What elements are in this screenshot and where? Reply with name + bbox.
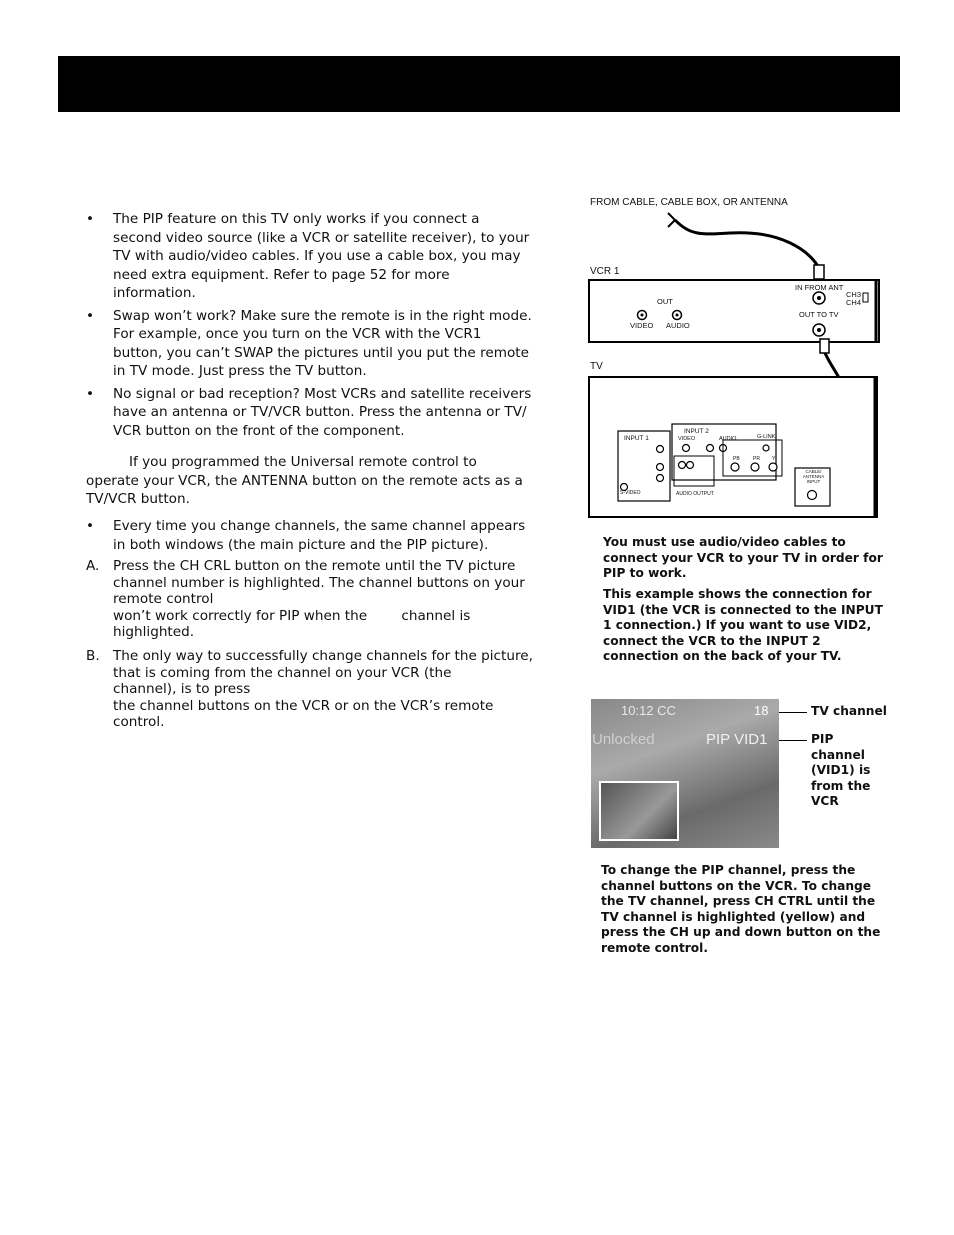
channel-list bbox=[86, 517, 532, 558]
pip-channel-callout: PIP channel (VID1) is from the VCR bbox=[811, 732, 871, 809]
cable-connector bbox=[814, 265, 824, 279]
antenna-note bbox=[86, 453, 532, 509]
tv-screen-image bbox=[591, 699, 779, 848]
tv-video-label: VIDEO bbox=[678, 436, 696, 442]
step-text: the channel buttons on the VCR or on the VCR’s remote control. bbox=[113, 697, 494, 730]
glink-jack bbox=[763, 445, 769, 451]
jack-pin bbox=[817, 296, 821, 300]
connection-diagram bbox=[580, 205, 890, 525]
tv-input1-label: INPUT 1 bbox=[624, 435, 649, 442]
bullet: • bbox=[86, 211, 95, 227]
list-item bbox=[86, 517, 532, 554]
vcr-in-from-ant-label: IN FROM ANT bbox=[795, 283, 844, 292]
header-bar bbox=[58, 56, 900, 112]
step-label: B. bbox=[86, 648, 100, 664]
cable-connector bbox=[820, 339, 829, 353]
osd-unlocked: Unlocked bbox=[592, 731, 655, 748]
tv-pb-label: PB bbox=[733, 456, 740, 462]
input-cable bbox=[675, 220, 820, 270]
bullet: • bbox=[86, 385, 95, 402]
bullet: • bbox=[86, 307, 95, 324]
jack bbox=[687, 462, 694, 469]
jack bbox=[683, 445, 690, 452]
tv-pr-label: PR bbox=[753, 456, 760, 462]
bullet: • bbox=[86, 518, 95, 534]
tip-text: The PIP feature on this TV only works if you connect a second video source (like a VCR or satellite receiver), to your TV with audio/video cables. If you use a cable box, you may need extra equipment. Refer to page 52 for more information. bbox=[113, 211, 530, 301]
step-text: won’t work correctly for PIP when the bbox=[113, 607, 368, 624]
osd-channel-number: 18 bbox=[754, 703, 769, 718]
tip-text: Swap won’t work? Make sure the remote is in the right mode. For example, once you turn on the VCR with the VCR1 button, you can’t SWAP the pictures until you put the remote in TV mode. Just press the TV button. bbox=[113, 307, 532, 379]
caption-requirement: You must use audio/video cables to connect your VCR to your TV in order for PIP to work. bbox=[603, 535, 883, 581]
list-item bbox=[86, 210, 532, 303]
tv-y-label: Y bbox=[772, 456, 776, 462]
caption-change-channel: To change the PIP channel, press the channel buttons on the VCR. To change the TV channel, press CH CTRL until the TV channel is highlighted (yellow) and press the CH up and down button on the remote control. bbox=[601, 863, 881, 955]
pb-jack bbox=[731, 463, 739, 471]
y-jack bbox=[769, 463, 777, 471]
vcr-out-to-tv-label: OUT TO TV bbox=[799, 310, 839, 319]
vcr-ch3-label: CH3 bbox=[846, 290, 862, 299]
osd-time-cc: 10:12 CC bbox=[621, 703, 676, 718]
vcr-ch4-label: CH4 bbox=[846, 298, 862, 307]
from-cable-label: FROM CABLE, CABLE BOX, OR ANTENNA bbox=[590, 197, 788, 208]
tv-audio-label: AUDIO bbox=[719, 436, 737, 442]
caption-example: This example shows the connection for VID1 (the VCR is connected to the INPUT 1 connection.) If you want to use VID2, connect the VCR to the INPUT 2 connection on the back of your TV. bbox=[603, 587, 883, 664]
tip-text: Every time you change channels, the same channel appears in both windows (the main picture and the PIP picture). bbox=[113, 518, 526, 553]
vcr-audio-label: AUDIO bbox=[666, 321, 690, 330]
pr-jack bbox=[751, 463, 759, 471]
tips-list bbox=[86, 210, 532, 444]
callout-line bbox=[779, 740, 807, 741]
jack-pin bbox=[641, 314, 644, 317]
list-item bbox=[86, 385, 532, 441]
vcr-video-label: VIDEO bbox=[630, 321, 654, 330]
jack-pin bbox=[817, 328, 821, 332]
jack-pin bbox=[676, 314, 679, 317]
tv-audio-output-label: AUDIO OUTPUT bbox=[676, 491, 714, 497]
tv-glink-label: G-LINK bbox=[757, 434, 776, 440]
jack bbox=[707, 445, 714, 452]
tv-channel-callout: TV channel bbox=[811, 704, 887, 718]
jack bbox=[657, 475, 664, 482]
callout-line bbox=[779, 712, 807, 713]
step-text: channel), is to press bbox=[113, 681, 251, 697]
step-a bbox=[86, 558, 536, 641]
step-text: channel is highlighted. bbox=[113, 607, 471, 640]
vcr-out-label: OUT bbox=[657, 297, 673, 306]
jack bbox=[657, 464, 664, 471]
step-label: A. bbox=[86, 558, 100, 574]
step-b bbox=[86, 648, 536, 731]
pip-window bbox=[599, 781, 679, 841]
list-item bbox=[86, 307, 532, 381]
tip-text: No signal or bad reception? Most VCRs and satellite receivers have an antenna or TV/VCR button. Press the antenna or TV/ VCR button on the front of the component. bbox=[113, 385, 532, 439]
ch-switch bbox=[863, 293, 868, 302]
tv-cable-antenna-label: CABLE/ ANTENNA INPUT bbox=[802, 469, 825, 484]
antenna-jack bbox=[808, 491, 817, 500]
cable-end bbox=[668, 213, 675, 227]
osd-pip-vid: PIP VID1 bbox=[706, 731, 768, 748]
jack bbox=[679, 462, 686, 469]
vcr-label: VCR 1 bbox=[590, 266, 620, 277]
tv-input2-label: INPUT 2 bbox=[684, 428, 709, 435]
tv-svideo-label: S-VIDEO bbox=[620, 490, 641, 496]
jack bbox=[657, 446, 664, 453]
note-text: If you programmed the Universal remote control to operate your VCR, the ANTENNA button on the remote acts as a TV/VCR button. bbox=[86, 454, 523, 507]
step-text: The only way to successfully change channels for the picture, that is coming from the channel on your VCR (the bbox=[113, 648, 533, 681]
step-text: Press the CH CRL button on the remote until the TV picture channel number is highlighted. The channel buttons on your remote control bbox=[113, 558, 525, 607]
tv-label: TV bbox=[590, 361, 603, 372]
